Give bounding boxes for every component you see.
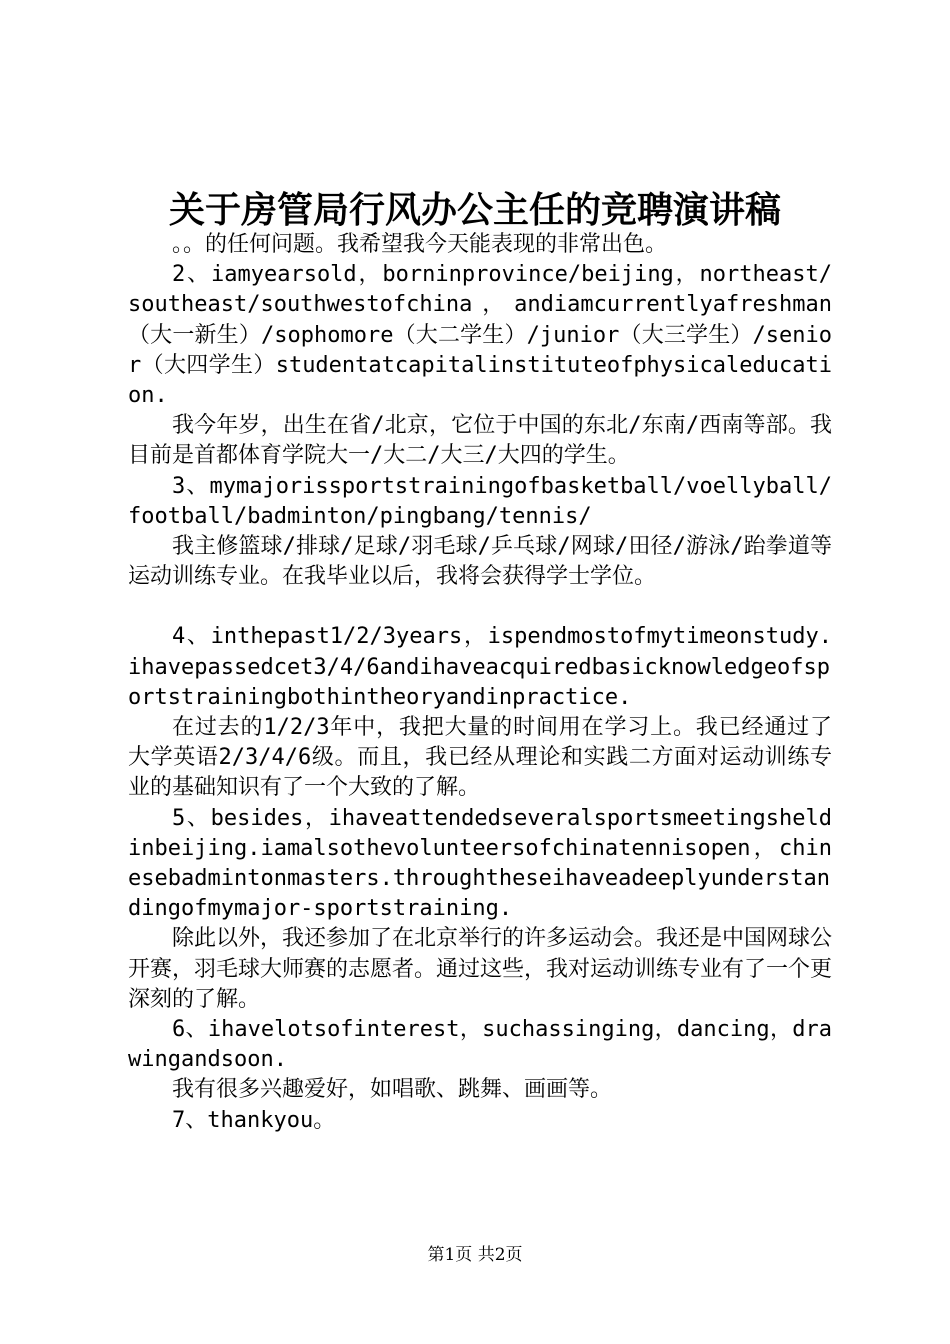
paragraph-item-5-english: 5、besides，ihaveattendedseveralsportsmeetingsheldinbeijing.iamalsothevolunteersofchinatennisopen，chinesebadmintonmasters.throughtheseihaveadeeplyunderstandingofmymajor-sportstraining.: [128, 805, 832, 922]
paragraph-item-4-english: 4、inthepast1/2/3years，ispendmostofmytimeonstudy.ihavepassedcet3/4/6andihaveacquiredbasicknowledgeofsportstrainingbothintheoryandinpractice.: [128, 624, 832, 710]
paragraph-item-5-chinese: 除此以外，我还参加了在北京举行的许多运动会。我还是中国网球公开赛，羽毛球大师赛的志愿者。通过这些，我对运动训练专业有了一个更深刻的了解。: [128, 926, 833, 1012]
document-body: [128, 230, 832, 1136]
paragraph-intro-ending: 。。的任何问题。我希望我今天能表现的非常出色。: [172, 232, 668, 257]
paragraph-item-6-english: 6、ihavelotsofinterest，suchassinging，dancing，drawingandsoon.: [128, 1017, 832, 1073]
paragraph-item-6-chinese: 我有很多兴趣爱好，如唱歌、跳舞、画画等。: [172, 1077, 613, 1103]
paragraph-item-3-english: 3、mymajorissportstrainingofbasketball/voellyball/football/badminton/pingbang/tennis/: [128, 473, 832, 529]
document-title: 关于房管局行风办公主任的竞聘演讲稿: [168, 189, 781, 231]
paragraph-item-2-english: 2、iamyearsold，borninprovince/beijing，northeast/southeast/southwestofchina，andiamcurrentlyafreshman（大一新生）/sophomore（大二学生）/junior（大三学生）/senior（大四学生）studentatcapitalinstituteofphysicaleducation.: [128, 262, 832, 409]
paragraph-item-4-chinese: 在过去的1/2/3年中，我把大量的时间用在学习上。我已经通过了大学英语2/3/4/6级。而且，我已经从理论和实践二方面对运动训练专业的基础知识有了一个大致的了解。: [128, 715, 832, 801]
paragraph-item-7-english: 7、thankyou。: [172, 1107, 336, 1133]
paragraph-item-3-chinese: 我主修篮球/排球/足球/羽毛球/乒乓球/网球/田径/游泳/跆拳道等运动训练专业。在我毕业以后，我将会获得学士学位。: [128, 534, 832, 590]
paragraph-item-2-chinese: 我今年岁，出生在省/北京，它位于中国的东北/东南/西南等部。我目前是首都体育学院大一/大二/大三/大四的学生。: [128, 413, 832, 469]
page-footer: 第1页 共2页: [427, 1245, 523, 1265]
